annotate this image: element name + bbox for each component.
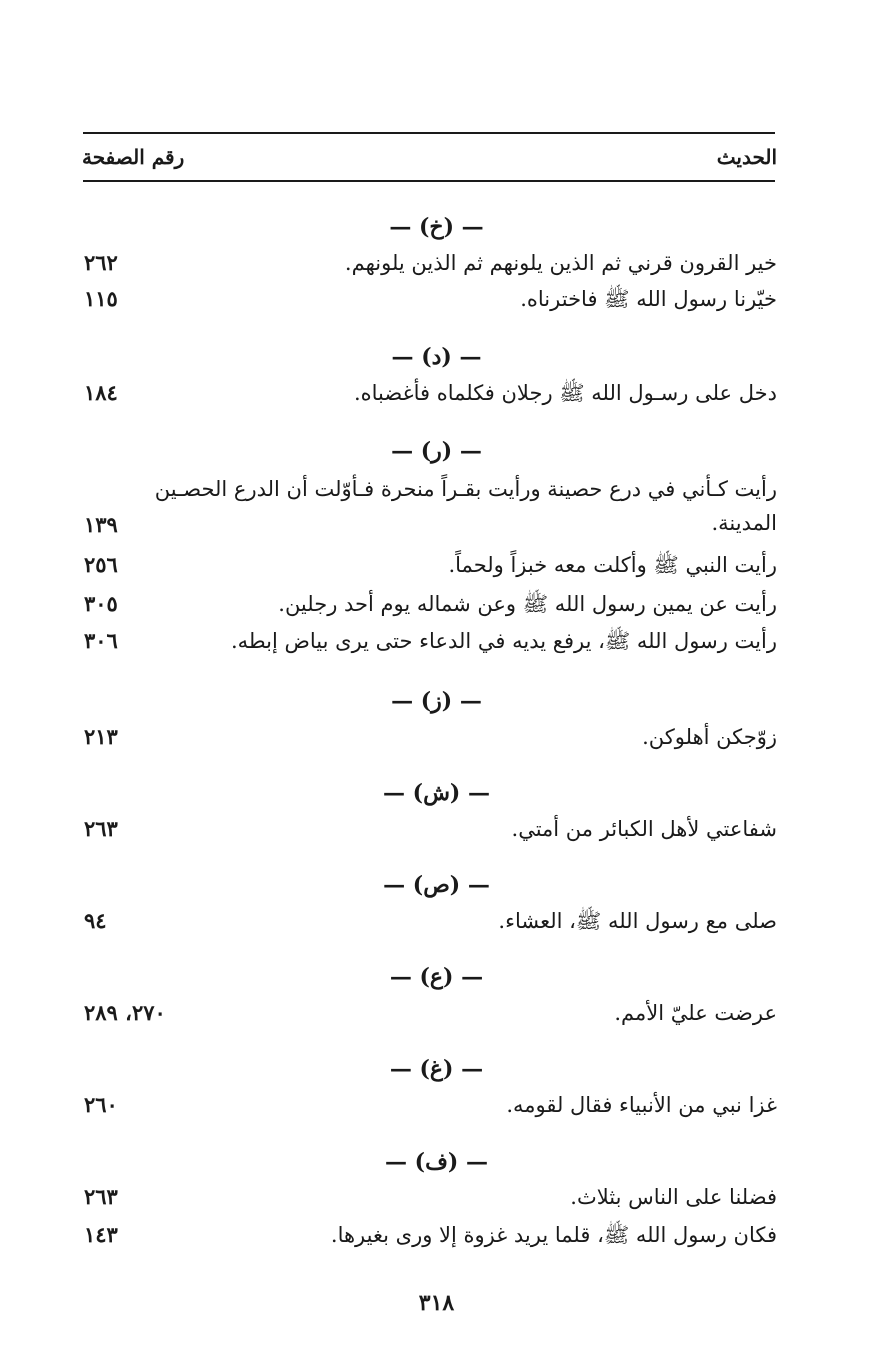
- letter-heading: — (ر) —: [391, 438, 482, 464]
- page-reference: ٢١٣: [84, 724, 118, 749]
- page-reference: ٢٦٢: [84, 250, 118, 275]
- page-number: ٣١٨: [418, 1290, 455, 1316]
- page-reference: ٢٧٠، ٢٨٩: [84, 1000, 166, 1025]
- hadith-entry: رأيت عن يمين رسول الله ﷺ وعن شماله يوم أحد رجلين.: [278, 592, 777, 616]
- hadith-column-header: الحديث: [716, 145, 777, 169]
- letter-heading: — (ز) —: [391, 688, 482, 714]
- letter-heading: — (ف) —: [385, 1149, 488, 1175]
- hadith-entry: عرضت عليّ الأمم.: [614, 1001, 777, 1025]
- hadith-entry: غزا نبي من الأنبياء فقال لقومه.: [506, 1093, 777, 1117]
- page-reference: ٢٦٣: [84, 816, 118, 841]
- hadith-entry: زوّجكن أهلوكن.: [642, 725, 777, 749]
- letter-heading: — (د) —: [391, 344, 482, 370]
- letter-heading: — (خ) —: [389, 214, 484, 240]
- page-reference: ٩٤: [84, 908, 107, 933]
- page-reference: ١١٥: [84, 286, 118, 311]
- hadith-entry: شفاعتي لأهل الكبائر من أمتي.: [511, 817, 777, 841]
- page-reference: ٣٠٦: [84, 628, 118, 653]
- page-reference: ١٨٤: [84, 380, 118, 405]
- page-number-column-header: رقم الصفحة: [82, 145, 185, 169]
- hadith-entry: رأيت النبي ﷺ وأكلت معه خبزاً ولحماً.: [448, 553, 777, 577]
- hadith-entry: فضلنا على الناس بثلاث.: [570, 1185, 777, 1209]
- letter-heading: — (غ) —: [389, 1056, 484, 1082]
- hadith-entry: خيّرنا رسول الله ﷺ فاخترناه.: [520, 287, 777, 311]
- hadith-entry: صلى مع رسول الله ﷺ، العشاء.: [498, 909, 777, 933]
- page-reference: ٢٦٠: [84, 1092, 118, 1117]
- page-reference: ١٣٩: [84, 512, 118, 537]
- letter-heading: — (ع) —: [389, 964, 484, 990]
- page-reference: ٢٦٣: [84, 1184, 118, 1209]
- hadith-entry: دخل على رسـول الله ﷺ رجلان فكلماه فأغضباه.: [353, 381, 777, 405]
- letter-heading: — (ص) —: [383, 872, 490, 898]
- page-reference: ١٤٣: [84, 1222, 118, 1247]
- letter-heading: — (ش) —: [383, 780, 490, 806]
- hadith-entry: رأيت كـأني في درع حصينة ورأيت بقـراً منحرة فـأوّلت أن الدرع الحصـين المدينة.: [154, 477, 777, 535]
- hadith-entry: خير القرون قرني ثم الذين يلونهم ثم الذين يلونهم.: [344, 251, 777, 275]
- hadith-entry: رأيت رسول الله ﷺ، يرفع يديه في الدعاء حتى يرى بياض إبطه.: [230, 629, 777, 653]
- hadith-entry: فكان رسول الله ﷺ، قلما يريد غزوة إلا ورى بغيرها.: [330, 1223, 777, 1247]
- page-reference: ٢٥٦: [84, 552, 118, 577]
- page-reference: ٣٠٥: [84, 591, 118, 616]
